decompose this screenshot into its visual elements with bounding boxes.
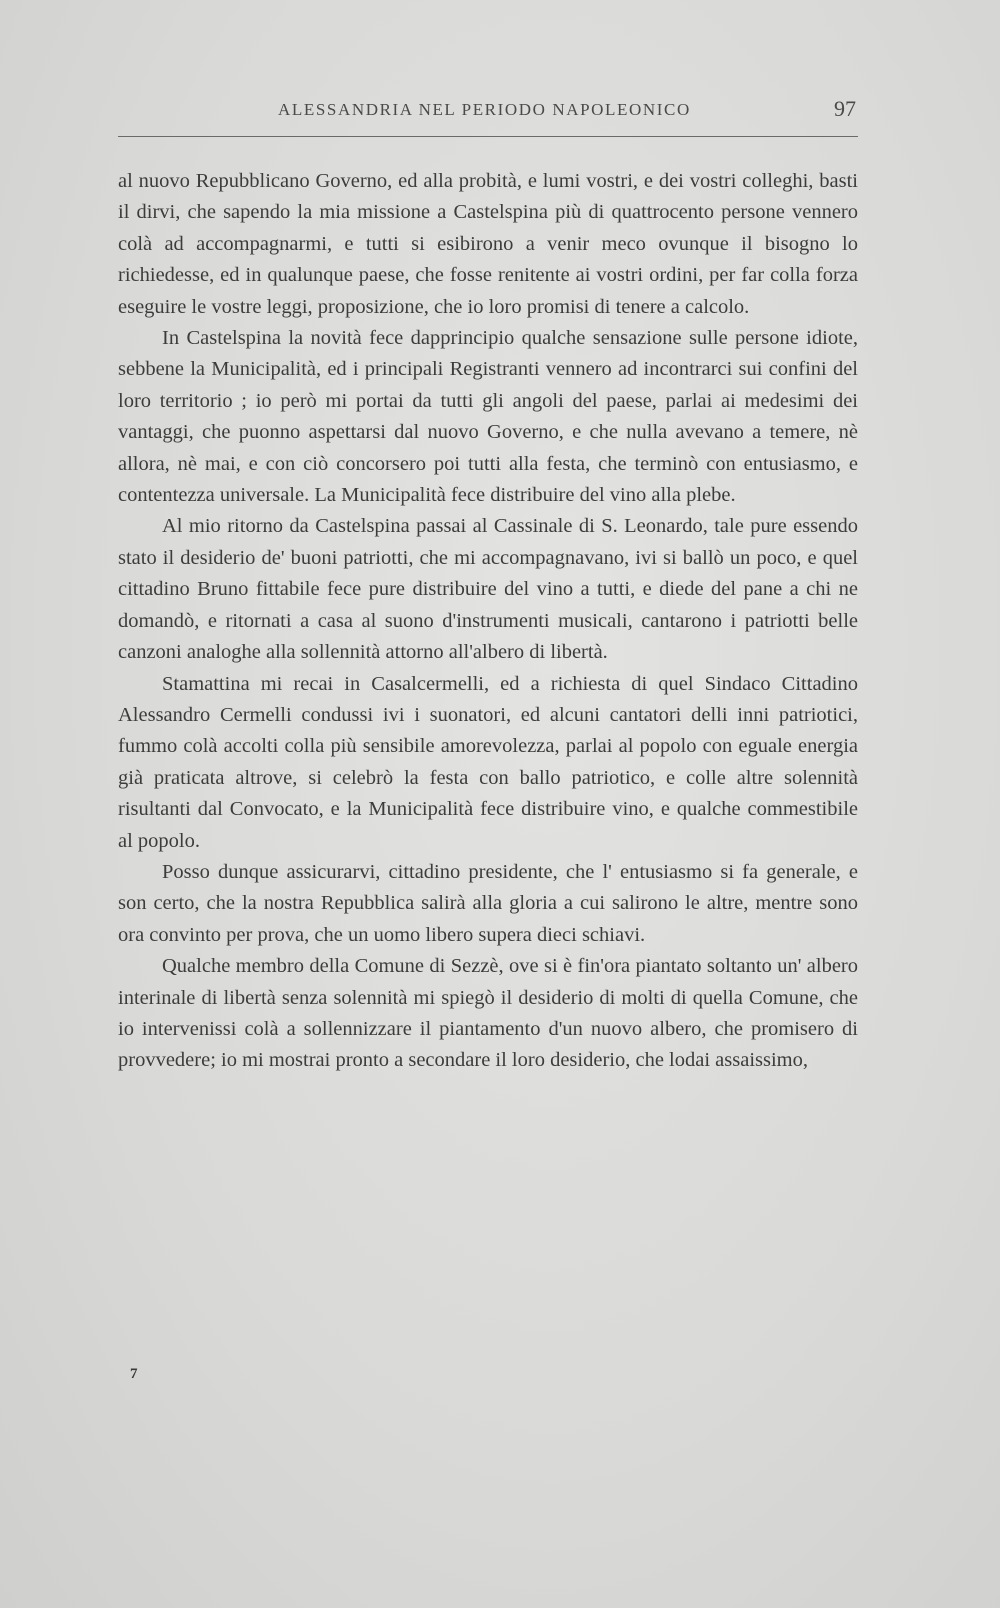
signature-mark: 7 xyxy=(130,1366,138,1382)
page-number: 97 xyxy=(834,96,856,121)
paragraph: In Castelspina la novità fece dapprincipio qualche sensazione sulle persone idiote, sebbene la Municipalità, ed i principali Registranti vennero ad incontrarci sui confini del loro territorio ; io però mi portai da tutti gli angoli del paese, parlai ai medesimi dei vantaggi, che puonno aspettarsi dal nuovo Governo, e che nulla avevano a temere, nè allora, nè mai, e con ciò concorsero poi tutti alla festa, che terminò con entusiasmo, e contentezza universale. La Municipalità fece distribuire del vino alla plebe. xyxy=(118,327,858,507)
header-rule xyxy=(118,136,858,137)
paragraph: Qualche membro della Comune di Sezzè, ove si è fin'ora piantato soltanto un' albero interinale di libertà senza solennità mi spiegò il desiderio di molti di quella Comune, che io intervenissi colà a sollennizzare il piantamento d'un nuovo albero, che promisero di provvedere; io mi mostrai pronto a secondare il loro desiderio, che lodai assaissimo, xyxy=(118,955,858,1072)
paragraph: Al mio ritorno da Castelspina passai al Cassinale di S. Leonardo, tale pure essendo stato il desiderio de' buoni patriotti, che mi accompagnavano, ivi si ballò un poco, e quel cittadino Bruno fittabile fece pure distribuire del vino a tutti, e diede del pane a chi ne domandò, e ritornati a casa al suono d'instrumenti musicali, cantarono i patriotti belle canzoni analoghe alla sollennità attorno all'albero di libertà. xyxy=(118,515,858,664)
paragraph: Posso dunque assicurarvi, cittadino presidente, che l' entusiasmo si fa generale, e son certo, che la nostra Repubblica salirà alla gloria a cui salirono le altre, mentre sono ora convinto per prova, che un uomo libero supera dieci schiavi. xyxy=(118,860,858,946)
running-head xyxy=(118,96,858,126)
running-title: ALESSANDRIA NEL PERIODO NAPOLEONICO xyxy=(278,100,691,119)
body-text xyxy=(118,166,858,1077)
paragraph: Stamattina mi recai in Casalcermelli, ed a richiesta di quel Sindaco Cittadino Alessandro Cermelli condussi ivi i suonatori, ed alcuni cantatori delli inni patriotici, fummo colà accolti colla più sensibile amorevolezza, parlai al popolo con eguale energia già praticata altrove, si celebrò la festa con ballo patriotico, e colle altre solennità risultanti dal Convocato, e la Municipalità fece distribuire vino, e qualche commestibile al popolo. xyxy=(118,672,858,852)
paragraph: al nuovo Repubblicano Governo, ed alla probità, e lumi vostri, e dei vostri colleghi, basti il dirvi, che sapendo la mia missione a Castelspina più di quattrocento persone vennero colà ad accompagnarmi, e tutti si esibirono a venir meco ovunque il bisogno lo richiedesse, ed in qualunque paese, che fosse renitente ai vostri ordini, per far colla forza eseguire le vostre leggi, proposizione, che io loro promisi di tenere a calcolo. xyxy=(118,170,858,318)
